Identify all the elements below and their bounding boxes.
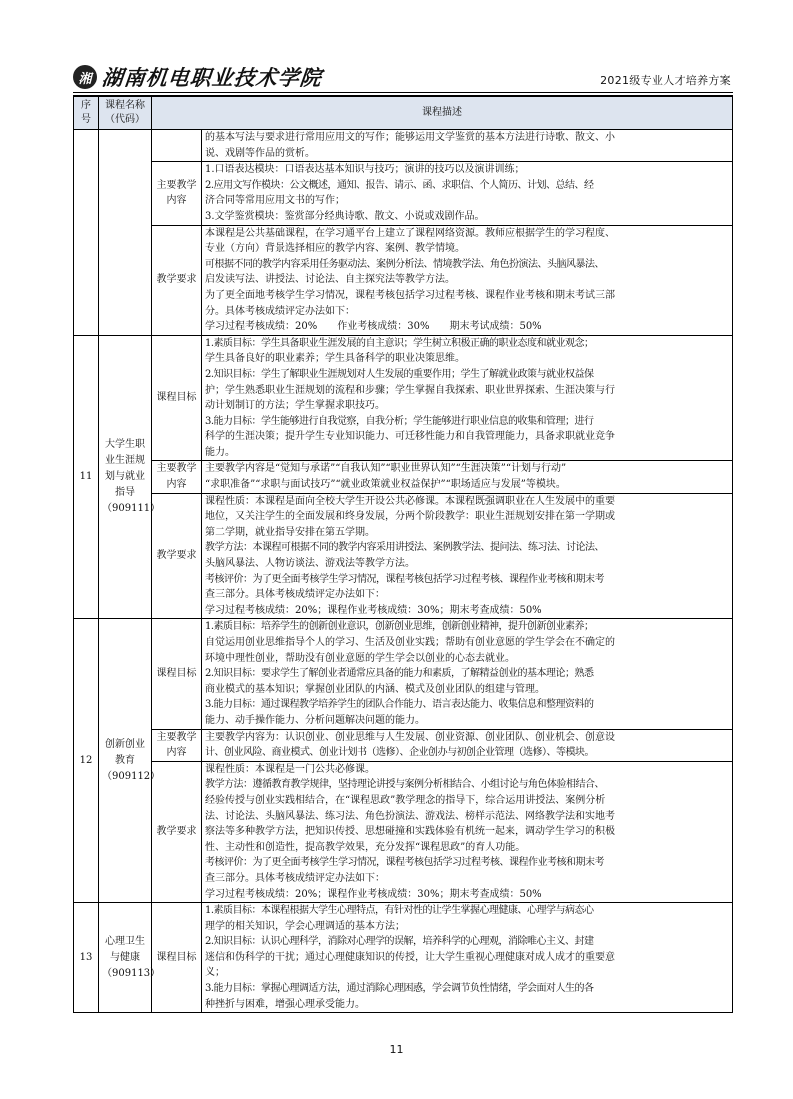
description-line: 1.口语表达模块：口语表达基本知识与技巧；演讲的技巧以及演讲训练； (205, 164, 525, 176)
description-line: 1.素质目标：学生具备职业生涯发展的自主意识；学生树立积极正确的职业态度和就业观念； (205, 337, 594, 349)
table-row (74, 162, 733, 225)
description-line: 迷信和伪科学的干扰；通过心理健康知识的传授，让大学生重视心理健康对成人成才的重要意 (205, 951, 615, 963)
description-line: 学习过程考核成绩：20% 作业考核成绩：30% 期末考试成绩：50% (205, 321, 542, 333)
aspect-cell: 课程目标 (152, 619, 202, 729)
seq-cell: 13 (74, 903, 99, 1013)
description-line: 科学的生涯决策；提升学生专业知识能力、可迁移性能力和自我管理能力，具备求职就业竞争 (205, 431, 615, 443)
description-line: 商业模式的基本知识；掌握创业团队的内涵、模式及创业团队的组建与管理。 (205, 683, 545, 695)
description-line: 察法等多种教学方法，把知识传授、思想碰撞和实践体验有机统一起来，调动学生学习的积极 (205, 826, 615, 838)
course-name-cell (99, 335, 161, 619)
aspect-cell: 主要教学内容 (152, 729, 202, 761)
course-description-cell (202, 225, 733, 335)
course-name-cell (99, 619, 161, 903)
table-header-row (74, 97, 733, 130)
aspect-cell: 主要教学内容 (152, 461, 202, 493)
description-line: 3.能力目标：通过课程教学培养学生的团队合作能力、语言表达能力、收集信息和整理资料的 (205, 699, 594, 711)
description-line: 1.素质目标：本课程根据大学生心理特点，有针对性的让学生掌握心理健康、心理学与病态心 (205, 905, 594, 917)
course-name-line: 大学生职 (105, 439, 145, 451)
description-line: 护；学生熟悉职业生涯规划的流程和步骤；学生掌握自我探索、职业世界探索、生涯决策与行 (205, 384, 615, 396)
description-line: 经验传授与创业实践相结合，在“课程思政”教学理念的指导下，综合运用讲授法、案例分析 (205, 794, 606, 806)
course-description-cell (202, 335, 733, 461)
school-logo (73, 62, 322, 92)
aspect-cell: 教学要求 (152, 761, 202, 902)
description-line: 能力。 (205, 446, 235, 458)
table-body (74, 130, 733, 1013)
seq-cell (74, 130, 99, 336)
description-line: 理学的相关知识，学会心理调适的基本方法； (205, 920, 405, 932)
aspect-cell: 教学要求 (152, 225, 202, 335)
table-row (74, 461, 733, 493)
header-rule (73, 92, 733, 93)
course-table (73, 96, 733, 1013)
description-line: 学习过程考核成绩：20%；课程作业考核成绩：30%；期末考查成绩：50% (205, 604, 542, 616)
description-line: 自觉运用创业思维指导个人的学习、生活及创业实践；帮助有创业意愿的学生学会在不确定的 (205, 637, 615, 648)
description-line: 查三部分。具体考核成绩评定办法如下： (205, 872, 385, 884)
description-line: 为了更全面地考核学生学习情况，课程考核包括学习过程考核、课程作业考核和期末考试三部 (205, 289, 615, 301)
course-name-line: 与健康 (110, 951, 140, 963)
description-line: 地位，又关注学生的全面发展和终身发展，分两个阶段教学：职业生涯规划安排在第一学期或 (205, 511, 615, 523)
description-line: 学生具备良好的职业素养；学生具备科学的职业决策思维。 (205, 353, 465, 365)
description-line: 动计划制订的方法；学生掌握求职技巧。 (205, 400, 385, 412)
course-description-cell (202, 903, 733, 1013)
description-line: 的基本写法与要求进行常用应用文的写作；能够运用文学鉴赏的基本方法进行诗歌、散文、小 (205, 132, 615, 143)
description-line: 可根据不同的教学内容采用任务驱动法、案例分析法、情境教学法、角色扮演法、头脑风暴法、 (205, 258, 604, 270)
course-description-cell (202, 130, 733, 162)
aspect-cell: 主要教学内容 (152, 162, 202, 225)
aspect-cell: 课程目标 (152, 903, 202, 1013)
description-line: 主要教学内容为：认识创业、创业思维与人生发展、创业资源、创业团队、创业机会、创意设 (205, 731, 615, 743)
table-row (74, 225, 733, 335)
description-line: 考核评价：为了更全面考核学生学习情况，课程考核包括学习过程考核、课程作业考核和期末考 (205, 573, 604, 585)
table-row (74, 130, 733, 162)
course-name-line: 教育 (115, 754, 135, 766)
description-line: 法、讨论法、头脑风暴法、练习法、角色扮演法、游戏法、榜样示范法、网络教学法和实地考 (205, 810, 615, 822)
aspect-cell (152, 130, 202, 162)
description-line: 第二学期，就业指导安排在第五学期。 (205, 526, 375, 538)
page-header (73, 60, 733, 94)
header-course-name: 课程名称（代码） (99, 97, 152, 130)
table-row (74, 335, 733, 461)
course-name-line: 创新创业 (105, 738, 145, 750)
seq-cell: 11 (74, 335, 99, 619)
description-line: 教学方法：本课程可根据不同的教学内容采用讲授法、案例教学法、提问法、练习法、讨论法、 (205, 542, 604, 554)
page-number: 11 (389, 1043, 404, 1056)
course-name-cell (99, 903, 161, 1013)
description-line: 分。具体考核成绩评定办法如下： (205, 305, 355, 317)
description-line: 启发读写法、讲授法、讨论法、自主探究法等教学方法。 (205, 274, 455, 286)
course-code: （909112） (102, 770, 161, 782)
course-description-cell (202, 162, 733, 225)
description-line: 性、主动性和创造性，提高教学效果，充分发挥“课程思政”的育人功能。 (205, 841, 526, 853)
course-description-cell (202, 729, 733, 761)
description-line: 课程性质：本课程是一门公共必修课。 (205, 763, 375, 775)
description-line: 教学方法：遵循教育教学规律，坚持理论讲授与案例分析相结合、小组讨论与角色体验相结合、 (205, 779, 604, 791)
description-line: 2.应用文写作模块：公文概述，通知、报告、请示、函、求职信、个人简历、计划、总结、经 (205, 179, 594, 191)
description-line: 1.素质目标：培养学生的创新创业意识，创新创业思维，创新创业精神，提升创新创业素养； (205, 621, 594, 633)
description-line: 2.知识目标：要求学生了解创业者通常应具备的能力和素质，了解精益创业的基本理论；熟悉 (205, 668, 594, 680)
school-name: 湖南机电职业技术学院 (100, 65, 324, 90)
description-line: 本课程是公共基础课程，在学习通平台上建立了课程网络资源。教师应根据学生的学习程度、 (205, 227, 615, 239)
description-line: 2.知识目标：学生了解职业生涯规划对人生发展的重要作用；学生了解就业政策与就业权益保 (205, 368, 594, 380)
course-name-line: 划与就业 (105, 471, 145, 483)
course-description-cell (202, 461, 733, 493)
description-line: 能力、动手操作能力、分析问题解决问题的能力。 (205, 714, 425, 726)
description-line: 学习过程考核成绩：20%；课程作业考核成绩：30%；期末考查成绩：50% (205, 888, 542, 900)
description-line: 查三部分。具体考核成绩评定办法如下： (205, 589, 385, 601)
school-emblem-icon: 湘 (73, 65, 97, 89)
header-course-description: 课程描述 (152, 97, 733, 130)
description-line: 计、创业风险、商业模式、创业计划书（选修）、企业创办与初创企业管理（选修）、等模块。 (205, 747, 594, 759)
course-name-line: 心理卫生 (105, 935, 145, 947)
description-line: 考核评价：为了更全面考核学生学习情况，课程考核包括学习过程考核、课程作业考核和期末考 (205, 857, 604, 869)
plan-title: 2021级专业人才培养方案 (600, 74, 731, 87)
aspect-cell: 教学要求 (152, 493, 202, 619)
course-name-cell (99, 130, 152, 336)
description-line: 头脑风暴法、人物访谈法、游戏法等教学方法。 (205, 558, 415, 570)
table-row (74, 493, 733, 619)
description-line: 3.能力目标：掌握心理调适方法，通过消除心理困惑，学会调节负性情绪，学会面对人生的各 (205, 983, 594, 995)
course-description-cell (202, 761, 733, 902)
course-name-line: 业生涯规 (105, 455, 145, 467)
course-description-cell (202, 493, 733, 619)
table-row (74, 761, 733, 902)
description-line: 课程性质：本课程是面向全校大学生开设公共必修课。本课程既强调职业在人生发展中的重要 (205, 495, 615, 507)
course-description-cell (202, 619, 733, 729)
course-name-line: 指导 (115, 487, 135, 499)
table-row (74, 619, 733, 729)
description-line: 主要教学内容是“觉知与承诺”“自我认知”“职业世界认知”“生涯决策”“计划与行动” (205, 463, 567, 475)
aspect-cell: 课程目标 (152, 335, 202, 461)
table-row (74, 903, 733, 1013)
description-line: 种挫折与困难，增强心理承受能力。 (205, 998, 365, 1010)
description-line: 环境中理性创业，帮助没有创业意愿的学生学会以创业的心态去就业。 (205, 652, 515, 664)
description-line: 义； (205, 967, 225, 979)
header-seq: 序号 (74, 97, 99, 130)
description-line: 专业（方向）背景选择相应的教学内容、案例、教学情境。 (205, 243, 465, 255)
course-code: （909111） (102, 503, 161, 515)
course-code: （909113） (102, 967, 161, 979)
description-line: 2.知识目标：认识心理科学，消除对心理学的误解，培养科学的心理观，消除唯心主义、封建 (205, 936, 594, 948)
description-line: 说、戏剧等作品的赏析。 (205, 147, 315, 159)
description-line: 济合同等常用应用文书的写作； (205, 195, 345, 207)
table-row (74, 729, 733, 761)
description-line: 3.能力目标：学生能够进行自我觉察，自我分析；学生能够进行职业信息的收集和管理；进行 (205, 415, 594, 427)
description-line: “求职准备”“求职与面试技巧”“就业政策就业权益保护”“职场适应与发展”等模块。 (205, 479, 566, 491)
description-line: 3.文学鉴赏模块：鉴赏部分经典诗歌、散文、小说或戏剧作品。 (205, 210, 485, 222)
seq-cell: 12 (74, 619, 99, 903)
